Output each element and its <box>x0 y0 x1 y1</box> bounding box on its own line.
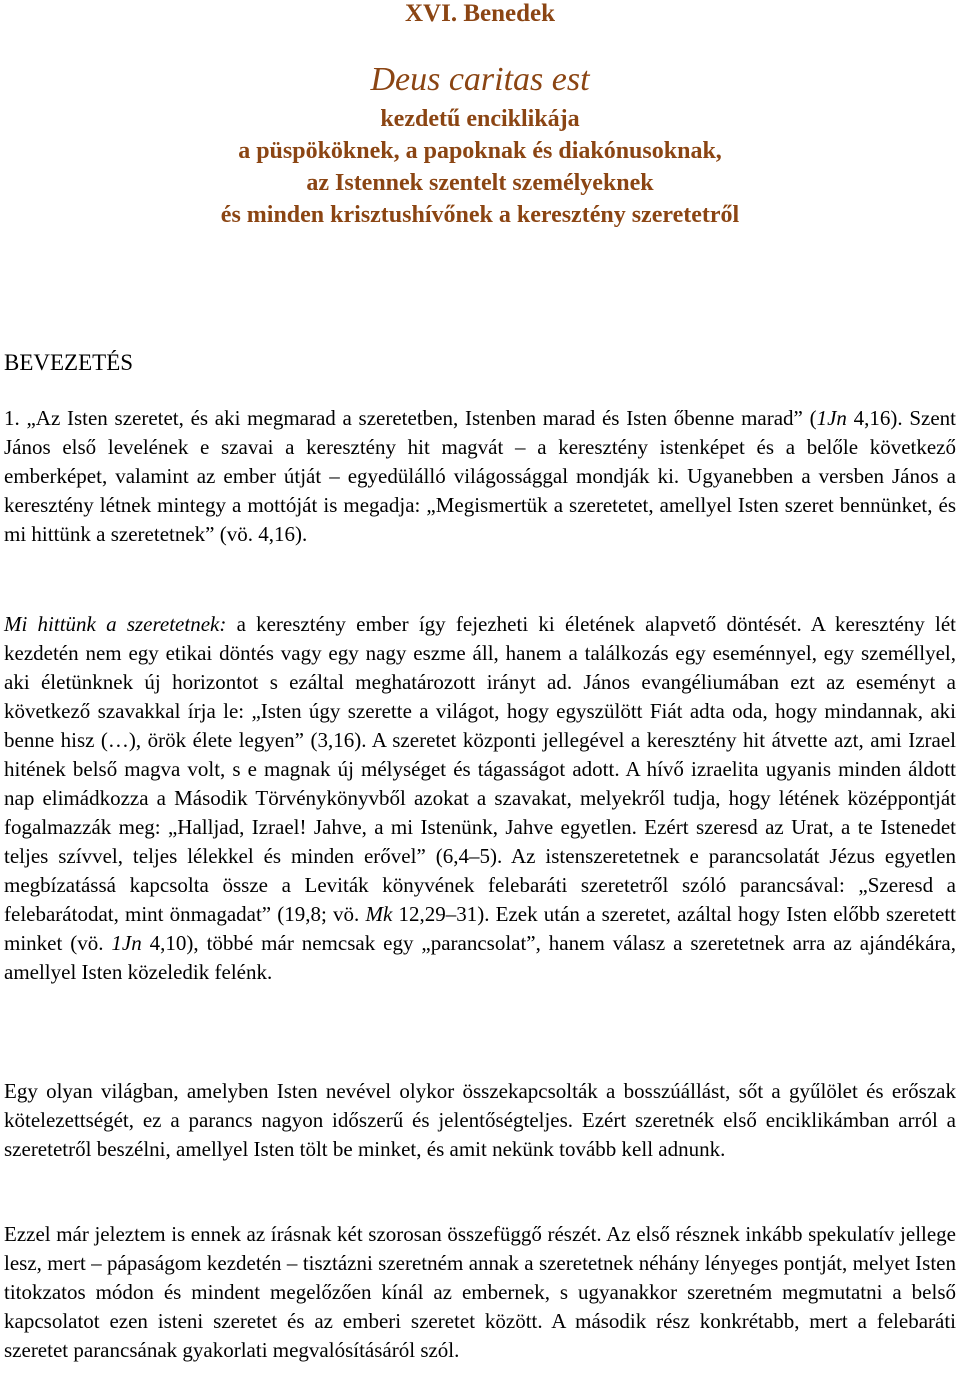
paragraph-2-text-b: 12,29–31). Ezek után a szeretet, azáltal hogy Isten előbb szeretett minket (vö. <box>4 902 956 955</box>
paragraph-2-text-a: a keresztény ember így fejezheti ki életének alapvető döntését. A keresztény lét kezdetén nem egy etikai döntés vagy egy nagy eszme áll, hanem a találkozás egy eseménnyel, egy személlyel, aki életünknek új horizontot s ezáltal meghatározott irányt ad. János evangéliumában ezt az eseményt a következő szavakkal írja le: „Isten úgy szerette a világot, hogy egyszülött Fiát adta oda, hogy mindannak, aki benne hisz (…), örök élete legyen” (3,16). A szeretet központi jellegével a keresztény hit átvette azt, ami Izrael hitének belső magva volt, s e magnak új mélységet és tágasságot adott. A hívő izraelita ugyanis minden áldott nap elimádkozza a Második Törvénykönyvből azokat a szavakat, melyekről tudja, hogy létének középpontját fogalmazzák meg: „Halljad, Izrael! Jahve, a mi Istenünk, Jahve egyetlen. Ezért szeresd az Urat, a te Istenedet teljes szívvel, teljes lélekkel és minden erővel” (6,4–5). Az istenszeretetnek e parancsolatát Jézus egyetlen megbízatássá kapcsolta össze a Leviták könyvének felebaráti szeretetről szóló parancsával: „Szeresd a felebarátodat, mint önmagadat” (19,8; vö. <box>4 612 957 926</box>
subtitle-line-3: az Istennek szentelt személyeknek <box>306 170 654 196</box>
paragraph-2-text-c: 4,10), többé már nemcsak egy „parancsolat”, hanem válasz a szeretetnek arra az ajándékára, amellyel Isten közeledik felénk. <box>4 931 956 984</box>
subtitle-line-2: a püspököknek, a papoknak és diakónusoknak, <box>238 138 722 164</box>
paragraph-1-ref-1jn: 1Jn <box>816 406 847 430</box>
paragraph-2-lead: Mi hittünk a szeretetnek: <box>4 612 227 636</box>
paragraph-3: Egy olyan világban, amelyben Isten nevével olykor összekapcsolták a bosszúállást, sőt a gyűlölet és erőszak kötelezettségét, ez a parancs nagyon időszerű és jelentőségteljes. Ezért szeretnék első enciklikámban arról a szeretetről beszélni, amellyel Isten tölt be minket, és amit nekünk tovább kell adnunk. <box>4 1079 956 1161</box>
paragraph-2-ref-1jn: 1Jn <box>111 931 142 955</box>
paragraph-1-text-a: 1. „Az Isten szeretet, és aki megmarad a szeretetben, Istenben marad és Isten őbenne marad” ( <box>4 406 817 430</box>
section-title: BEVEZETÉS <box>4 350 134 375</box>
subtitle-line-4: és minden krisztushívőnek a keresztény szeretetről <box>220 202 740 228</box>
document-title: Deus caritas est <box>370 61 590 98</box>
paragraph-4: Ezzel már jeleztem is ennek az írásnak két szorosan összefüggő részét. Az első résznek inkább spekulatív jellege lesz, mert – pápaságom kezdetén – tisztázni szeretném annak a szeretetnek néhány lényeges pontját, melyet Isten titokzatos módon és mindent megelőzően kínál az embernek, s ugyanakkor szeretném megmutatni a belső kapcsolatot ezen isteni szeretet és az emberi szeretet között. A második rész konkrétabb, mert a felebaráti szeretet parancsának gyakorlati megvalósításáról szól. <box>4 1222 956 1362</box>
paragraph-2-ref-mk: Mk <box>365 902 393 926</box>
subtitle-line-1: kezdetű enciklikája <box>380 106 580 132</box>
author-heading: XVI. Benedek <box>404 0 555 27</box>
paragraph-2 <box>4 610 956 987</box>
paragraph-1-text-b: 4,16). Szent János első levelének e szavai a keresztény hit magvát – a keresztény istenképet és a belőle következő emberképet, valamint az ember útját – egyedülálló világossággal mondják ki. Ugyanebben a versben János a keresztény létnek mintegy a mottóját is megadja: „Megismertük a szeretetet, amellyel Isten szeret bennünket, és mi hittünk a szeretetnek” (vö. 4,16). <box>4 406 956 546</box>
paragraph-1 <box>4 404 956 549</box>
